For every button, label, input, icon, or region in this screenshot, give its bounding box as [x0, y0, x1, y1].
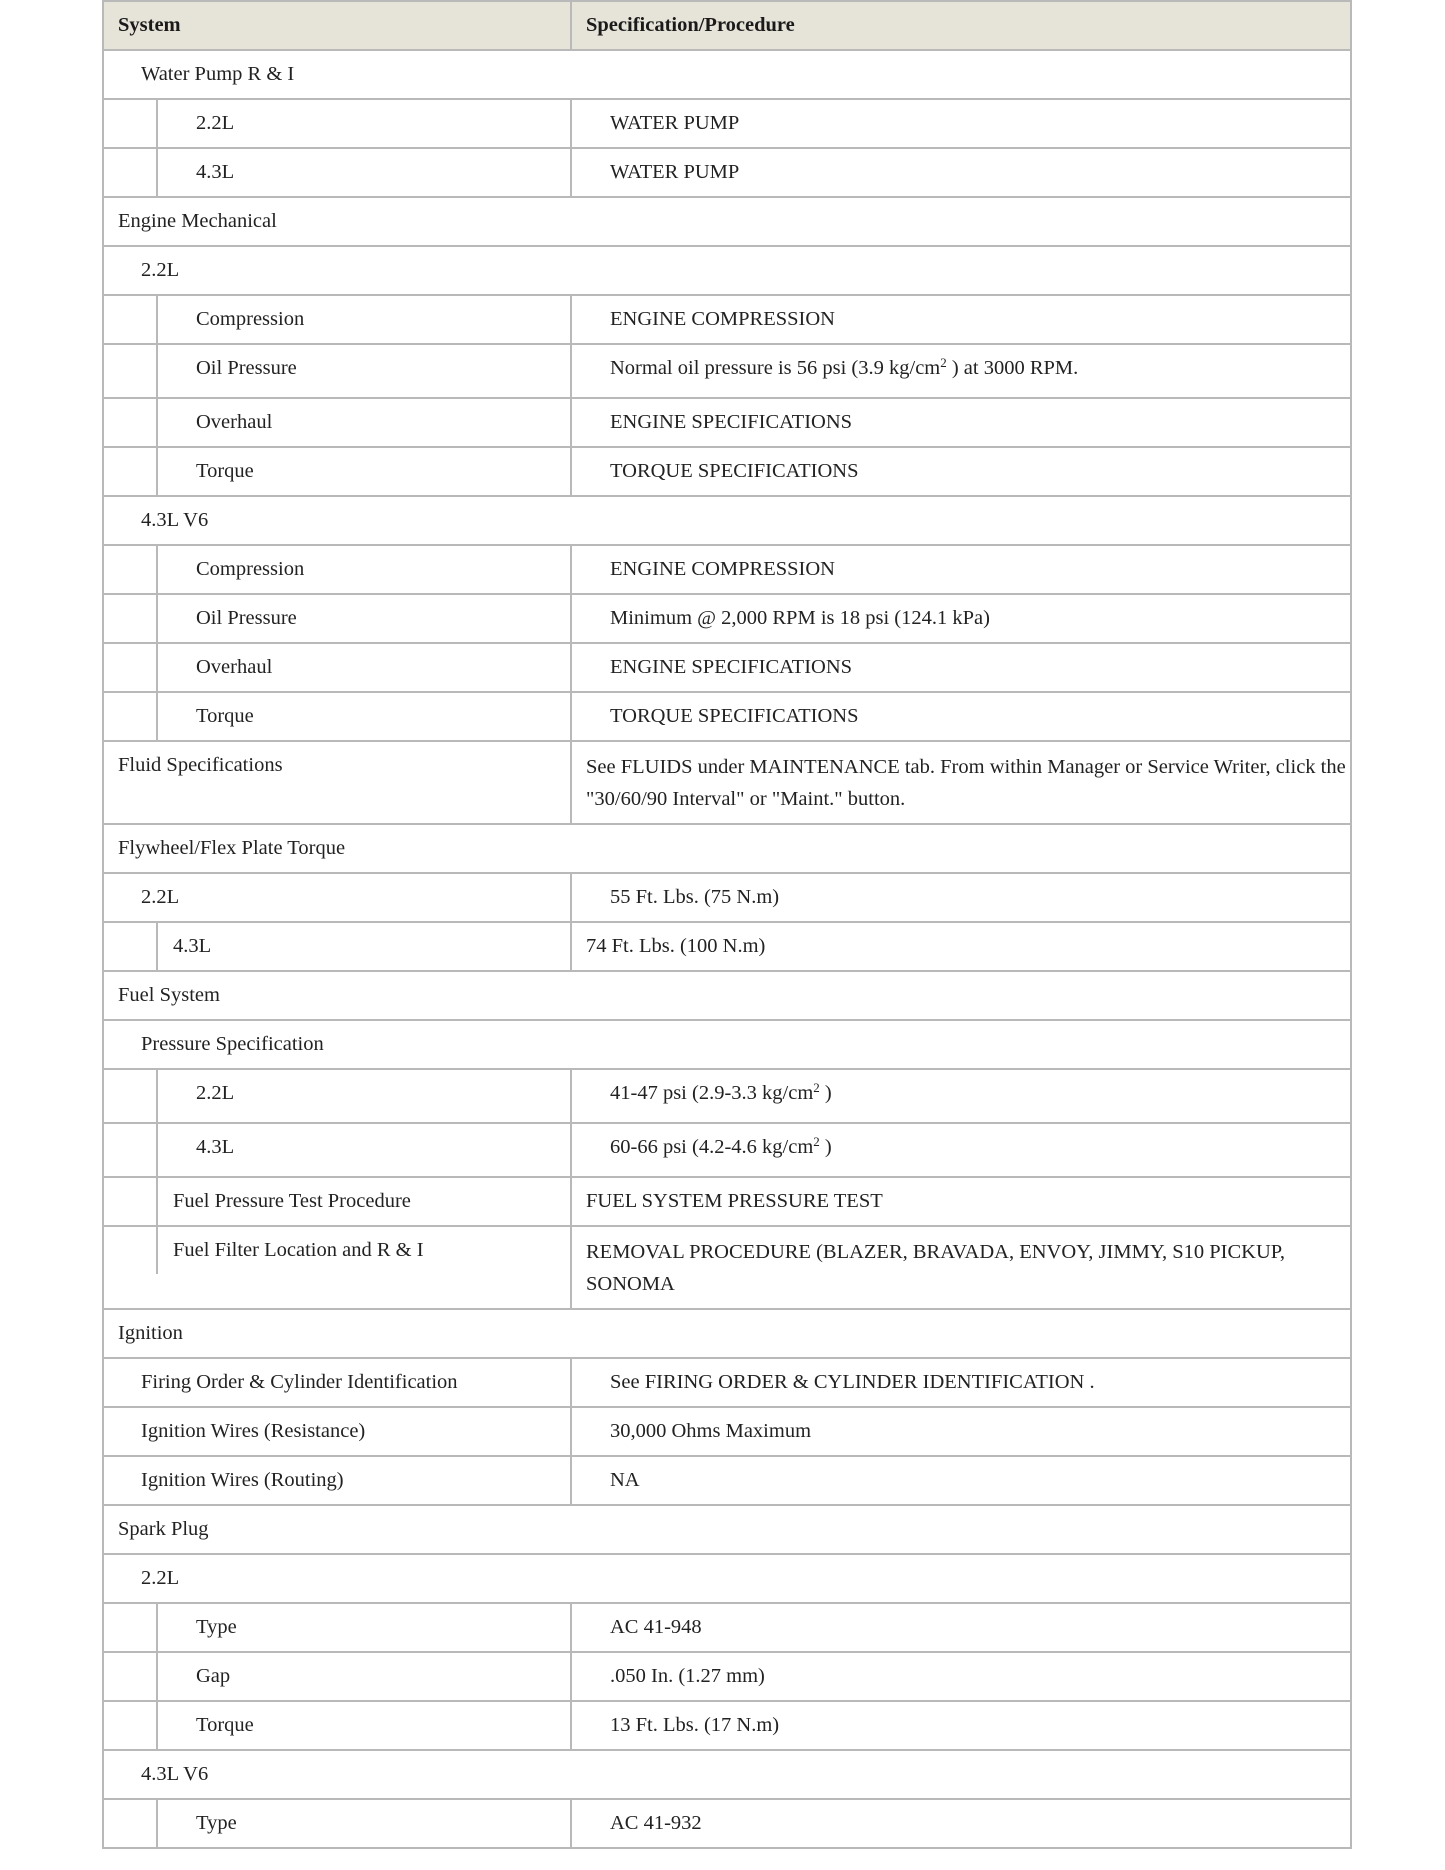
table-row	[103, 447, 1351, 496]
table-row	[103, 545, 1351, 594]
table-row	[103, 1652, 1351, 1701]
section-row	[103, 1554, 1351, 1603]
table-row	[103, 1701, 1351, 1750]
spec-link[interactable]: WATER PUMP	[571, 148, 1351, 197]
system-cell: Torque	[103, 1701, 571, 1750]
section-row	[103, 246, 1351, 295]
spec-cell: 41-47 psi (2.9-3.3 $kg/cm^2$ )	[571, 1069, 1351, 1123]
section-row	[103, 1020, 1351, 1069]
section-row	[103, 971, 1351, 1020]
section-row	[103, 50, 1351, 99]
table-row	[103, 873, 1351, 922]
spec-cell: Normal oil pressure is 56 psi (3.9 $kg/cm^2$ ) at 3000 RPM.	[571, 344, 1351, 398]
system-cell: 2.2L	[103, 1069, 571, 1123]
table-row	[103, 1123, 1351, 1177]
section-row	[103, 1750, 1351, 1799]
spec-link[interactable]: TORQUE SPECIFICATIONS	[571, 447, 1351, 496]
system-cell: 4.3L	[103, 148, 571, 197]
spec-cell: AC 41-932	[571, 1799, 1351, 1848]
subsection-label: Water Pump R & I	[103, 50, 1351, 99]
spec-cell: 55 Ft. Lbs. (75 N.m)	[571, 873, 1351, 922]
table-row	[103, 643, 1351, 692]
section-row	[103, 197, 1351, 246]
spec-link[interactable]: See FIRING ORDER & CYLINDER IDENTIFICATION .	[571, 1358, 1351, 1407]
section-label: Flywheel/Flex Plate Torque	[103, 824, 1351, 873]
spec-link[interactable]: ENGINE COMPRESSION	[571, 545, 1351, 594]
spec-cell: 13 Ft. Lbs. (17 N.m)	[571, 1701, 1351, 1750]
spec-cell: NA	[571, 1456, 1351, 1505]
system-cell: Torque	[103, 692, 571, 741]
table-row	[103, 1069, 1351, 1123]
spec-table	[102, 0, 1352, 1849]
section-label: Fuel System	[103, 971, 1351, 1020]
section-row	[103, 496, 1351, 545]
system-cell: Firing Order & Cylinder Identification	[103, 1358, 571, 1407]
spec-cell: Minimum @ 2,000 RPM is 18 psi (124.1 kPa)	[571, 594, 1351, 643]
system-cell: Fluid Specifications	[103, 741, 571, 824]
system-cell: Torque	[103, 447, 571, 496]
header-spec: Specification/Procedure	[571, 1, 1351, 50]
header-system: System	[103, 1, 571, 50]
section-row	[103, 1309, 1351, 1358]
spec-link[interactable]: REMOVAL PROCEDURE (BLAZER, BRAVADA, ENVOY, JIMMY, S10 PICKUP, SONOMA	[571, 1226, 1351, 1309]
system-cell: Compression	[103, 545, 571, 594]
spec-cell: AC 41-948	[571, 1603, 1351, 1652]
spec-cell: 30,000 Ohms Maximum	[571, 1407, 1351, 1456]
system-cell: Type	[103, 1799, 571, 1848]
spec-cell: See FLUIDS under MAINTENANCE tab. From within Manager or Service Writer, click the "30/60/90 Interval" or "Maint." button.	[571, 741, 1351, 824]
system-cell: Oil Pressure	[103, 594, 571, 643]
table-row	[103, 692, 1351, 741]
system-cell: Type	[103, 1603, 571, 1652]
table-row	[103, 148, 1351, 197]
table-row	[103, 1799, 1351, 1848]
spec-link[interactable]: FUEL SYSTEM PRESSURE TEST	[571, 1177, 1351, 1226]
system-cell: Ignition Wires (Resistance)	[103, 1407, 571, 1456]
table-row	[103, 1407, 1351, 1456]
spec-link[interactable]: WATER PUMP	[571, 99, 1351, 148]
table-row	[103, 295, 1351, 344]
section-label: Engine Mechanical	[103, 197, 1351, 246]
table-row	[103, 1358, 1351, 1407]
subsection-label: 4.3L V6	[103, 1750, 1351, 1799]
table-row	[103, 1226, 1351, 1309]
system-cell: 4.3L	[103, 922, 571, 971]
system-cell: Ignition Wires (Routing)	[103, 1456, 571, 1505]
system-cell: Fuel Filter Location and R & I	[103, 1226, 571, 1309]
spec-cell: .050 In. (1.27 mm)	[571, 1652, 1351, 1701]
system-cell: Oil Pressure	[103, 344, 571, 398]
system-cell: 4.3L	[103, 1123, 571, 1177]
table-row	[103, 1603, 1351, 1652]
table-row	[103, 344, 1351, 398]
system-cell: Overhaul	[103, 398, 571, 447]
table-row	[103, 594, 1351, 643]
spec-cell: 74 Ft. Lbs. (100 N.m)	[571, 922, 1351, 971]
system-cell: 2.2L	[103, 873, 571, 922]
table-row	[103, 741, 1351, 824]
table-row	[103, 1177, 1351, 1226]
subsection-label: Pressure Specification	[103, 1020, 1351, 1069]
table-row	[103, 1456, 1351, 1505]
subsection-label: 2.2L	[103, 1554, 1351, 1603]
table-row	[103, 398, 1351, 447]
section-label: Ignition	[103, 1309, 1351, 1358]
header-row	[103, 1, 1351, 50]
table-row	[103, 99, 1351, 148]
table-row	[103, 922, 1351, 971]
subsection-label: 4.3L V6	[103, 496, 1351, 545]
spec-link[interactable]: TORQUE SPECIFICATIONS	[571, 692, 1351, 741]
subsection-label: 2.2L	[103, 246, 1351, 295]
system-cell: Overhaul	[103, 643, 571, 692]
spec-link[interactable]: ENGINE SPECIFICATIONS	[571, 398, 1351, 447]
section-label: Spark Plug	[103, 1505, 1351, 1554]
system-cell: Gap	[103, 1652, 571, 1701]
section-row	[103, 1505, 1351, 1554]
system-cell: 2.2L	[103, 99, 571, 148]
spec-cell: 60-66 psi (4.2-4.6 $kg/cm^2$ )	[571, 1123, 1351, 1177]
system-cell: Fuel Pressure Test Procedure	[103, 1177, 571, 1226]
section-row	[103, 824, 1351, 873]
spec-link[interactable]: ENGINE SPECIFICATIONS	[571, 643, 1351, 692]
spec-link[interactable]: ENGINE COMPRESSION	[571, 295, 1351, 344]
system-cell: Compression	[103, 295, 571, 344]
